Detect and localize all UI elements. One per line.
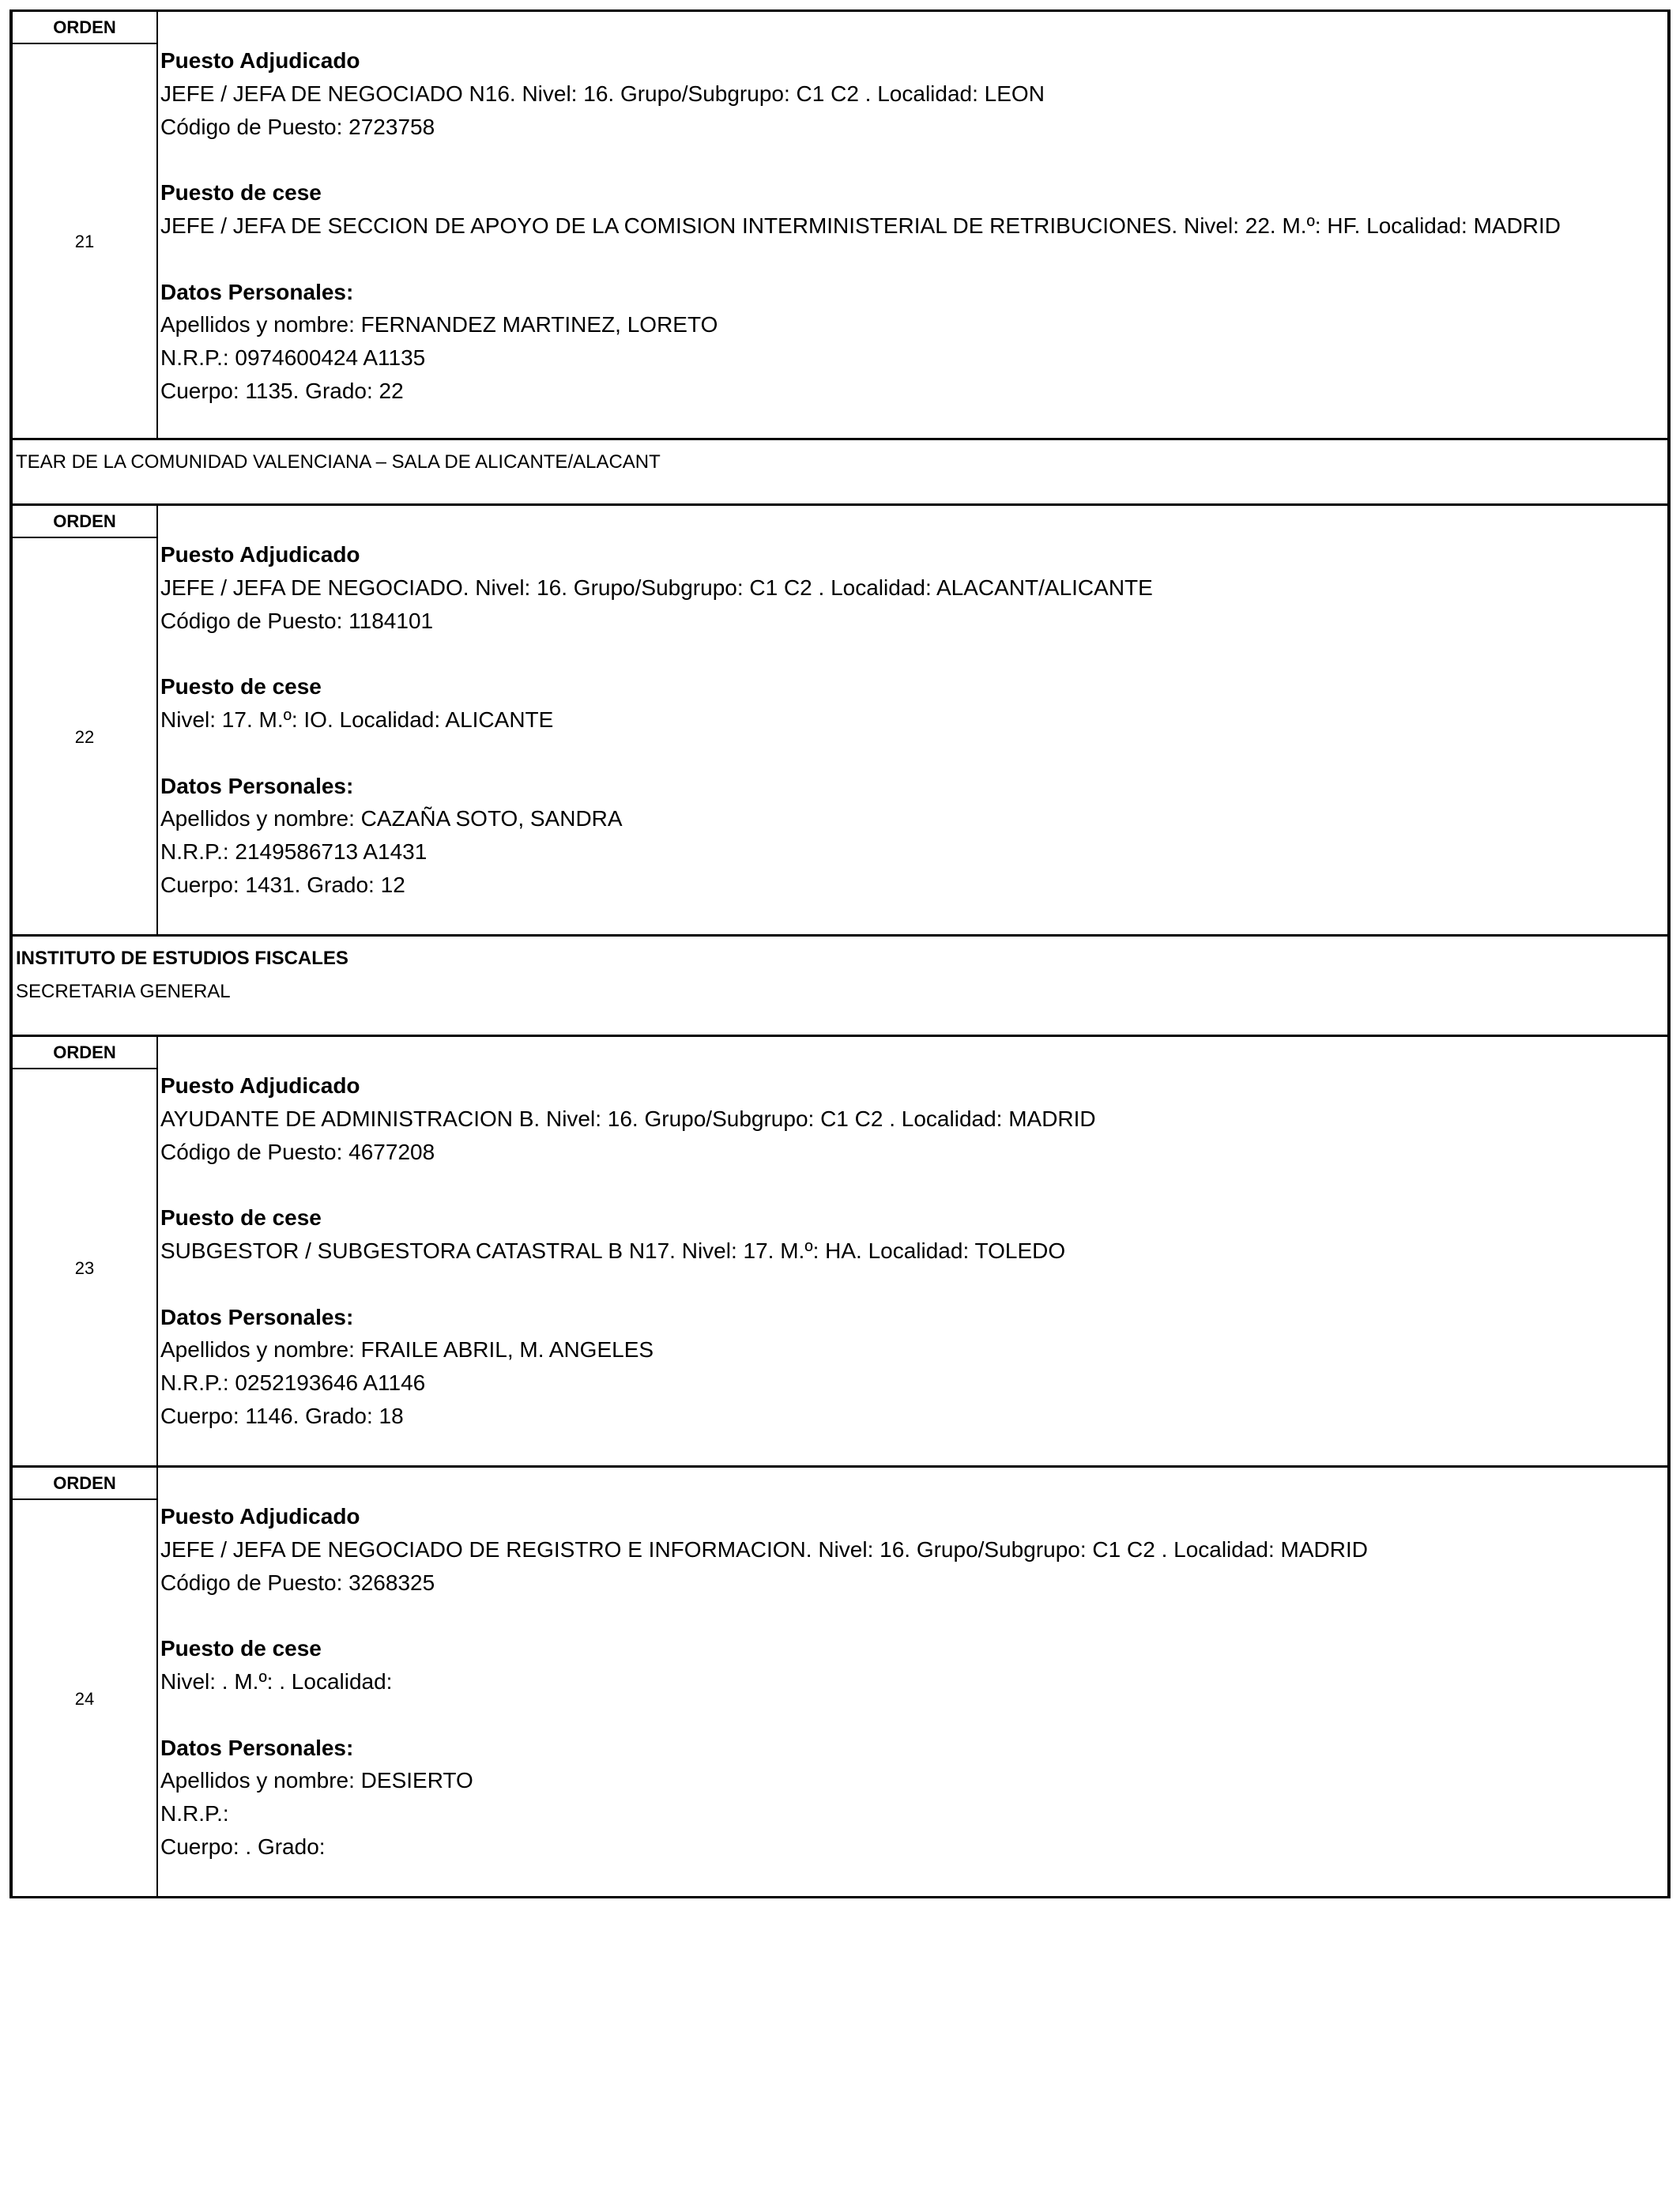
orden-header: ORDEN [13,1468,156,1500]
puesto-cese-desc: JEFE / JEFA DE SECCION DE APOYO DE LA COMISION INTERMINISTERIAL DE RETRIBUCIONES. Nivel: 22. M.º: HF. Localidad: MADRID [160,213,1561,238]
puesto-adjudicado-heading: Puesto Adjudicado [160,48,360,73]
section-subtitle: SECRETARIA GENERAL [16,981,231,1002]
nrp: N.R.P.: 2149586713 A1431 [160,839,428,865]
datos-personales-heading: Datos Personales: [160,1735,354,1760]
document-table [9,9,1671,1898]
puesto-cese-heading: Puesto de cese [160,674,322,699]
datos-personales-heading: Datos Personales: [160,279,354,304]
codigo-puesto: Código de Puesto: 4677208 [160,1139,435,1164]
puesto-adjudicado-desc: JEFE / JEFA DE NEGOCIADO N16. Nivel: 16. Grupo/Subgrupo: C1 C2 . Localidad: LEON [160,81,1045,106]
apellidos-nombre: Apellidos y nombre: FERNANDEZ MARTINEZ, LORETO [160,312,718,337]
section-header [9,937,1671,1037]
orden-number: 23 [74,1257,95,1278]
puesto-cese-heading: Puesto de cese [160,1636,322,1661]
orden-header: ORDEN [13,506,156,538]
entry-details [160,1500,1661,1864]
puesto-adjudicado-desc: AYUDANTE DE ADMINISTRACION B. Nivel: 16. Grupo/Subgrupo: C1 C2 . Localidad: MADRID [160,1106,1096,1131]
puesto-cese-desc: SUBGESTOR / SUBGESTORA CATASTRAL B N17. Nivel: 17. M.º: HA. Localidad: TOLEDO [160,1238,1066,1263]
nrp: N.R.P.: 0974600424 A1135 [160,345,426,371]
datos-personales-heading: Datos Personales: [160,1304,354,1329]
section-title: TEAR DE LA COMUNIDAD VALENCIANA – SALA DE ALICANTE/ALACANT [16,451,661,473]
puesto-cese-heading: Puesto de cese [160,180,322,205]
orden-column [13,12,158,438]
entry-details [160,44,1661,408]
puesto-adjudicado-heading: Puesto Adjudicado [160,1504,360,1529]
orden-header: ORDEN [13,12,156,44]
orden-column [13,1468,158,1896]
puesto-adjudicado-desc: JEFE / JEFA DE NEGOCIADO DE REGISTRO E INFORMACION. Nivel: 16. Grupo/Subgrupo: C1 C2 . Localidad: MADRID [160,1536,1368,1562]
puesto-adjudicado-heading: Puesto Adjudicado [160,542,360,567]
datos-personales-heading: Datos Personales: [160,773,354,798]
puesto-cese-heading: Puesto de cese [160,1205,322,1231]
orden-column [13,1037,158,1465]
orden-number: 21 [74,232,95,251]
orden-column [13,506,158,934]
puesto-adjudicado-heading: Puesto Adjudicado [160,1073,360,1098]
nrp: N.R.P.: [160,1801,229,1826]
apellidos-nombre: Apellidos y nombre: FRAILE ABRIL, M. ANGELES [160,1337,654,1363]
entry-details [160,538,1661,902]
section-title: INSTITUTO DE ESTUDIOS FISCALES [16,948,348,969]
orden-number: 22 [74,726,95,747]
entry-row [9,1037,1671,1468]
puesto-cese-desc: Nivel: . M.º: . Localidad: [160,1668,393,1694]
puesto-cese-desc: Nivel: 17. M.º: IO. Localidad: ALICANTE [160,707,554,732]
puesto-adjudicado-desc: JEFE / JEFA DE NEGOCIADO. Nivel: 16. Grupo/Subgrupo: C1 C2 . Localidad: ALACANT/ALICANTE [160,575,1153,600]
cuerpo-grado: Cuerpo: 1431. Grado: 12 [160,872,405,897]
entry-row [9,1468,1671,1898]
cuerpo-grado: Cuerpo: . Grado: [160,1834,326,1859]
codigo-puesto: Código de Puesto: 3268325 [160,1570,435,1595]
entry-row [9,506,1671,937]
entry-details [160,1069,1661,1433]
codigo-puesto: Código de Puesto: 1184101 [160,608,434,633]
cuerpo-grado: Cuerpo: 1146. Grado: 18 [160,1403,404,1428]
codigo-puesto: Código de Puesto: 2723758 [160,114,435,139]
apellidos-nombre: Apellidos y nombre: CAZAÑA SOTO, SANDRA [160,806,623,831]
orden-header: ORDEN [13,1037,156,1069]
nrp: N.R.P.: 0252193646 A1146 [160,1370,426,1396]
entry-row [9,9,1671,440]
orden-number: 24 [74,1688,95,1709]
section-header [9,440,1671,506]
apellidos-nombre: Apellidos y nombre: DESIERTO [160,1768,473,1793]
cuerpo-grado: Cuerpo: 1135. Grado: 22 [160,378,404,403]
